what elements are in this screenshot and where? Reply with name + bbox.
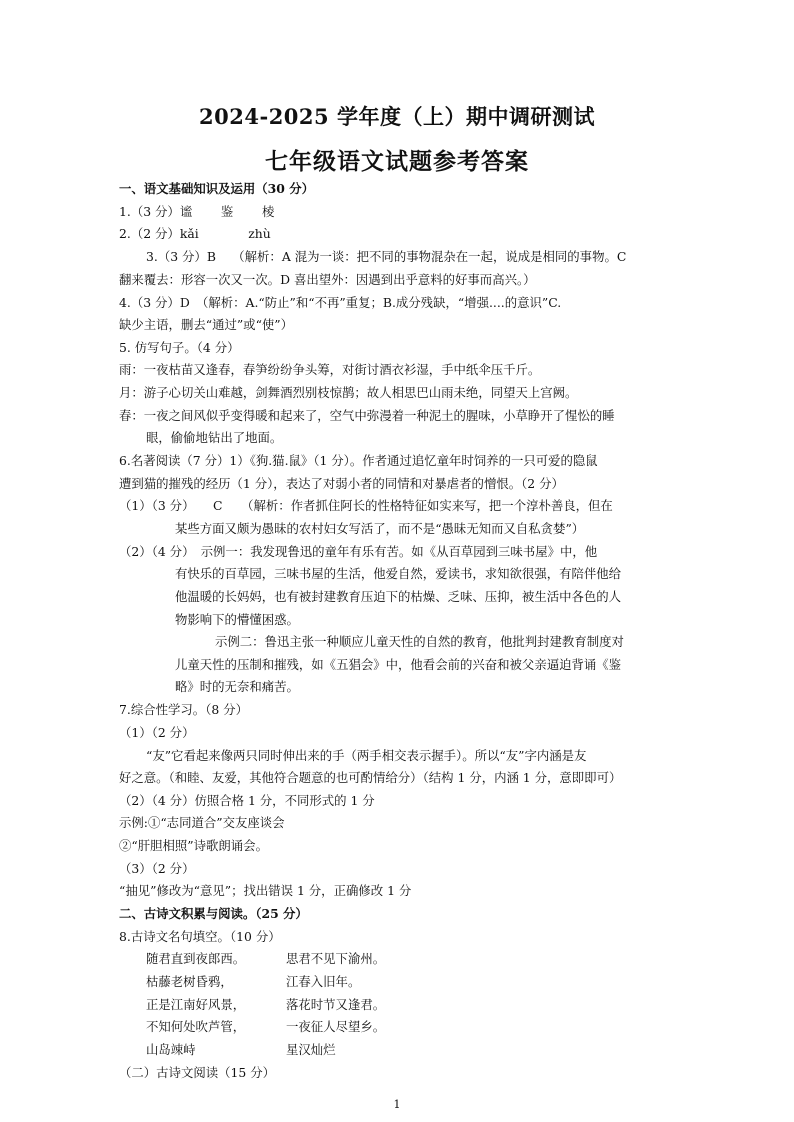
q7-3-line1: “抽见”修改为“意见”；找出错误 1 分，正确修改 1 分 <box>119 883 412 898</box>
q7-3-label: （3）（2 分） <box>119 861 195 876</box>
q6-2-line6: 儿童天性的压制和摧残，如《五猖会》中，他看会前的兴奋和被父亲逼迫背诵《鉴 <box>175 657 622 672</box>
poem-line-b: 江春入旧年。 <box>286 974 361 989</box>
q7-1-line1: “友”它看起来像两只同时伸出来的手（两手相交表示握手）。所以“友”字内涵是友 <box>146 748 587 763</box>
q7-2-label: （2）（4 分）仿照合格 1 分，不同形式的 1 分 <box>119 793 375 808</box>
q5-moon: 月：游子心切关山难越，剑舞酒烈别枝惊鹊；故人相思巴山雨未绝，同望天上宫阙。 <box>119 385 578 400</box>
page-number: 1 <box>393 1098 401 1111</box>
q5-heading: 5. 仿写句子。（4 分） <box>119 340 240 355</box>
q6-1-line1: （1）（3 分） C （解析：作者抓住阿长的性格特征如实来写，把一个淳朴善良，但在 <box>119 498 613 513</box>
poem-line-a: 枯藤老树昏鸦， <box>146 974 233 989</box>
q5-rain: 雨：一夜枯苗又逢春，春笋纷纷争头筹，对街讨酒衣衫湿，手中纸伞压千斤。 <box>119 362 541 377</box>
q7-2-example2: ②“肝胆相照”诗歌朗诵会。 <box>119 838 268 853</box>
q6-2-line5: 示例二：鲁迅主张一种顺应儿童天性的自然的教育，他批判封建教育制度对 <box>215 634 624 649</box>
q5-spring-line2: 眼，偷偷地钻出了地面。 <box>146 430 283 445</box>
subsection2-heading: （二）古诗文阅读（15 分） <box>119 1065 276 1080</box>
document-title: 2024-2025 学年度（上）期中调研测试 <box>199 104 595 129</box>
q2-answer: 2.（2 分）kǎi zhù <box>119 226 271 241</box>
q1-answer: 1.（3 分）谧 鉴 棱 <box>119 204 275 219</box>
q7-1-label: （1）（2 分） <box>119 725 195 740</box>
q6-2-line4: 物影响下的懵懂困惑。 <box>175 612 299 627</box>
q5-spring-line1: 春：一夜之间风似乎变得暖和起来了，空气中弥漫着一种泥土的腥味，小草睁开了惺忪的睡 <box>119 408 615 423</box>
poem-line-a: 不知何处吹芦管， <box>146 1019 246 1034</box>
poem-line-b: 思君不见下渝州。 <box>286 951 386 966</box>
q6-1-line2: 某些方面又颇为愚昧的农村妇女写活了，而不是“愚昧无知而又自私贪婪”） <box>175 521 585 536</box>
poem-line-b: 一夜征人尽望乡。 <box>286 1019 386 1034</box>
q7-heading: 7.综合性学习。（8 分） <box>119 702 248 717</box>
q6-2-line7: 略》时的无奈和痛苦。 <box>175 679 299 694</box>
q4-answer-line2: 缺少主语，删去“通过”或“使”） <box>119 317 294 332</box>
section2-heading: 二、古诗文积累与阅读。（25 分） <box>119 906 308 921</box>
q6-line1: 6.名著阅读（7 分）1）《狗.猫.鼠》（1 分）。作者通过追忆童年时饲养的一只可爱的隐鼠 <box>119 453 598 468</box>
poem-line-a: 山岛竦峙 <box>146 1042 196 1057</box>
q6-line2: 遭到猫的摧残的经历（1 分），表达了对弱小者的同情和对暴虐者的憎恨。（2 分） <box>119 476 564 491</box>
q6-2-line3: 他温暖的长妈妈，也有被封建教育压迫下的枯燥、乏味、压抑，被生活中各色的人 <box>175 589 622 604</box>
poem-line-b: 落花时节又逢君。 <box>286 997 386 1012</box>
q7-2-example1: 示例:①“志同道合”交友座谈会 <box>119 815 285 830</box>
q7-1-line2: 好之意。（和睦、友爱，其他符合题意的也可酌情给分）（结构 1 分，内涵 1 分，意即即可） <box>119 770 622 785</box>
document-subtitle: 七年级语文试题参考答案 <box>265 148 529 175</box>
poem-line-b: 星汉灿烂 <box>286 1042 336 1057</box>
poem-line-a: 正是江南好风景， <box>146 997 246 1012</box>
q4-answer-line1: 4.（3 分）D （解析：A.“防止”和“不再”重复；B.成分残缺，“增强....的意识”C. <box>119 295 562 310</box>
q3-answer-line1: 3.（3 分）B （解析：A 混为一谈：把不同的事物混杂在一起，说成是相同的事物。C <box>146 249 627 264</box>
q8-heading: 8.古诗文名句填空。（10 分） <box>119 929 281 944</box>
q3-answer-line2: 翻来覆去：形容一次又一次。D 喜出望外：因遇到出乎意料的好事而高兴。） <box>119 272 536 287</box>
q6-2-line1: （2）（4 分） 示例一：我发现鲁迅的童年有乐有苦。如《从百草园到三味书屋》中，他 <box>119 544 598 559</box>
section1-heading: 一、语文基础知识及运用（30 分） <box>119 181 315 196</box>
q6-2-line2: 有快乐的百草园，三味书屋的生活，他爱自然，爱读书，求知欲很强，有陪伴他给 <box>175 566 622 581</box>
poem-line-a: 随君直到夜郎西。 <box>146 951 246 966</box>
